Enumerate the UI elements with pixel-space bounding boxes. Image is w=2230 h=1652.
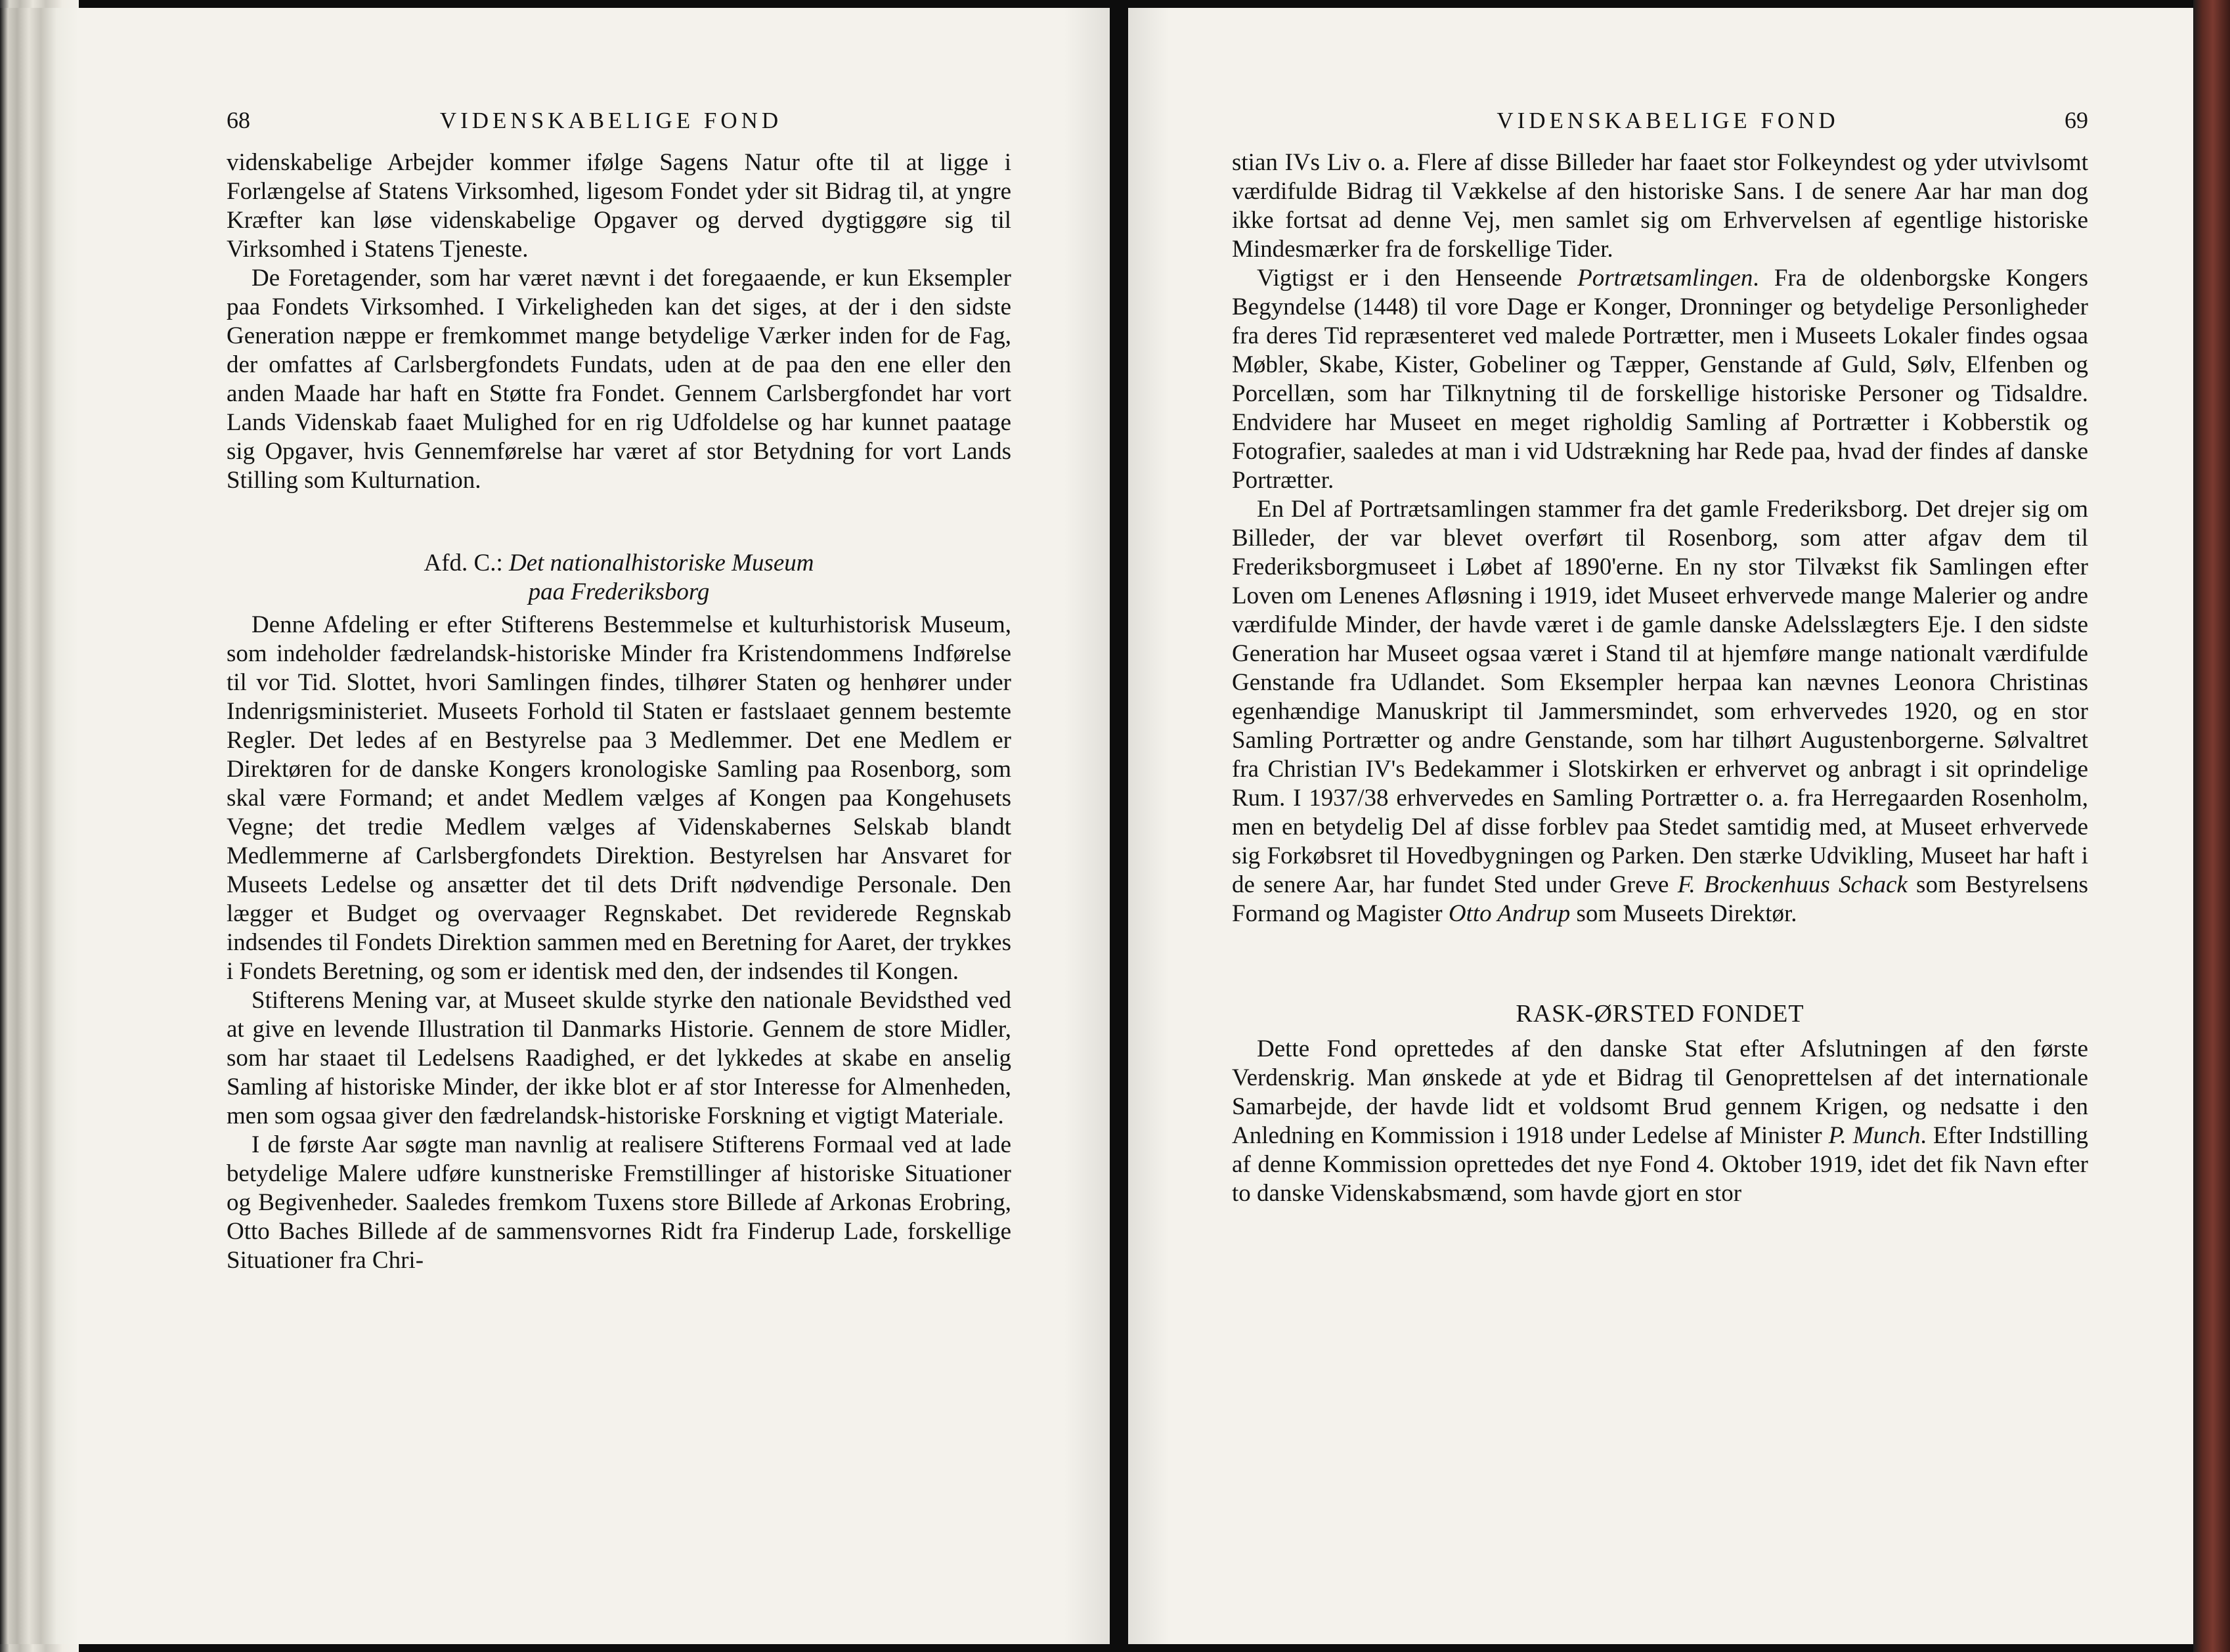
paragraph: stian IVs Liv o. a. Flere af disse Billeder har faaet stor Folkeyndest og yder utvivlsomt værdifulde Bidrag til Vækkelse af den historiske Sans. I de senere Aar har man dog ikke fortsat ad denne Vej, men samlet sig om Erhvervelsen af egentlige historiske Mindesmærker fra de forskellige Tider. xyxy=(1232,149,2088,263)
right-page-number: 69 xyxy=(2065,107,2088,133)
text-run: som Museets Direktør. xyxy=(1570,900,1797,927)
right-edge-strip xyxy=(2193,0,2230,1652)
left-running-title: VIDENSKABELIGE FOND xyxy=(439,108,783,133)
italic-name: F. Brockenhuus Schack xyxy=(1677,871,1908,898)
text-run: . Fra de oldenborgske Kongers Begyndelse (1448) til vore Dage er Konger, Dronninger og betydelige Personligheder fra deres Tid repræsenteret ved malede Portrætter, men i Museets Lokaler findes ogsaa Møbler, Skabe, Kister, Gobeliner og Tæpper, Genstande af Guld, Sølv, Elfenben og Porcellæn, som har Tilknytning til de forskellige historiske Personer og Tidsaldre. Endvidere har Museet en meget righoldig Samling af Portrætter i Kobberstik og Fotografier, saaledes at man i vid Udstrækning har Rede paa, hvad der findes af danske Portrætter. xyxy=(1232,265,2088,494)
italic-name: P. Munch xyxy=(1828,1122,1921,1149)
paragraph xyxy=(1232,264,2088,495)
right-page-body xyxy=(1232,148,2088,1208)
section-heading xyxy=(227,549,1011,607)
section-title-line1: Det nationalhistoriske Museum xyxy=(508,550,814,576)
text-run: Vigtigst er i den Henseende xyxy=(1257,265,1578,292)
paragraph: Stifterens Mening var, at Museet skulde styrke den nationale Bevidsthed ved at give en levende Illustration til Danmarks Historie. Gennem de store Midler, som har staaet til Ledelsens Raadighed, er det lykkedes at skabe en anselig Samling af historiske Minder, der ikke blot er af stor Interesse for Almenheden, men som ogsaa giver den fædrelandsk-historiske Forskning et vigtigt Materiale. xyxy=(227,987,1011,1129)
text-run: som Bestyrelsens Formand og Magister xyxy=(1232,871,2088,927)
left-page-number: 68 xyxy=(227,107,250,133)
left-running-head xyxy=(227,106,1011,134)
paragraph: Denne Afdeling er efter Stifterens Bestemmelse et kulturhistorisk Museum, som indeholder fædrelandsk-historiske Minder fra Kristendommens Indførelse til vor Tid. Slottet, hvori Samlingen findes, tilhører Staten og henhører under Indenrigsministeriet. Museets Forhold til Staten er fastslaaet gennem bestemte Regler. Det ledes af en Bestyrelse paa 3 Medlemmer. Det ene Medlem er Direktøren for de danske Kongers kronologiske Samling paa Rosenborg, som skal være Formand; et andet Medlem vælges af Kongen paa Kongehusets Vegne; det tredie Medlem vælges af Videnskabernes Selskab blandt Medlemmerne af Carlsbergfondets Direktion. Bestyrelsen har Ansvaret for Museets Ledelse og ansætter det til dets Drift nødvendige Personale. Den lægger et Budget og overvaager Regnskabet. Det reviderede Regnskab indsendes til Fondets Direktion sammen med en Beretning for Aaret, der trykkes i Fondets Beretning, og som er identisk med den, der indsendes til Kongen. xyxy=(227,611,1011,985)
text-run: Dette Fond oprettedes af den danske Stat efter Afslutningen af den første Verdenskrig. Man ønskede at yde et Bidrag til Genoprettelsen af det internationale Samarbejde, der havde lidt et voldsomt Brud gennem Krigen, og nedsatte i den Anledning en Kommission i 1918 under Ledelse af Minister xyxy=(1232,1035,2088,1149)
italic-name: Otto Andrup xyxy=(1448,900,1571,927)
left-page xyxy=(0,8,1110,1644)
paragraph: I de første Aar søgte man navnlig at realisere Stifterens Formaal ved at lade betydelige Malere udføre kunstneriske Fremstillinger af historiske Situationer og Begivenheder. Saaledes fremkom Tuxens store Billede af Arkonas Erobring, Otto Baches Billede af de sammensvornes Ridt fra Finderup Lade, forskellige Situationer fra Chri- xyxy=(227,1131,1011,1274)
paragraph: De Foretagender, som har været nævnt i det foregaaende, er kun Eksempler paa Fondets Virksomhed. I Virkeligheden kan det siges, at der i den sidste Generation næppe er fremkommet mange betydelige Værker inden for de Fag, der omfattes af Carlsbergfondets Fundats, uden at de paa den ene eller den anden Maade har haft en Støtte fra Fondet. Gennem Carlsbergfondet har vort Lands Videnskab faaet Mulighed for en rig Udfoldelse og har kunnet paatage sig Opgaver, hvis Gennemførelse har været af stor Betydning for vort Lands Stilling som Kulturnation. xyxy=(227,265,1011,494)
paragraph xyxy=(1232,1035,2088,1208)
paragraph xyxy=(1232,495,2088,928)
section-prefix: Afd. C.: xyxy=(424,550,509,576)
page-block-edge xyxy=(0,8,79,1644)
text-run: En Del af Portrætsamlingen stammer fra det gamle Frederiksborg. Det drejer sig om Billeder, der var blevet overført til Rosenborg, som atter afgav dem til Frederiksborgmuseet i Løbet af 1890'erne. En ny stor Tilvækst fik Samlingen efter Loven om Lenenes Afløsning i 1919, idet Museet erhvervede mange Malerier og andre værdifulde Minder, der havde været i de gamle danske Adelsslægters Eje. I den sidste Generation har Museet ogsaa været i Stand til at hjemføre mange nationalt værdifulde Genstande fra Udlandet. Som Eksempler herpaa kan nævnes Leonora Christinas egenhændige Manuskript til Jammersmindet, som erhvervedes 1920, og en stor Samling Portrætter og andre Genstande, som har tilhørt Augustenborgerne. Sølvaltret fra Christian IV's Bedekammer i Slotskirken er erhvervet og anbragt i sit oprindelige Rum. I 1937/38 erhvervedes en Samling Portrætter o. a. fra Herregaarden Rosenholm, men en betydelig Del af disse forblev paa Stedet samtidig med, at Museet erhvervede sig Forkøbsret til Hovedbygningen og Parken. Den stærke Udvikling, Museet har haft i de senere Aar, har fundet Sted under Greve xyxy=(1232,496,2088,898)
right-page xyxy=(1128,8,2193,1644)
right-running-head xyxy=(1232,106,2088,134)
fund-heading: RASK-ØRSTED FONDET xyxy=(1516,1000,1804,1028)
italic-term: Portrætsamlingen xyxy=(1577,265,1753,292)
right-running-title: VIDENSKABELIGE FOND xyxy=(1497,108,1839,133)
paragraph: videnskabelige Arbejder kommer ifølge Sagens Natur ofte til at ligge i Forlængelse af Statens Virksomhed, ligesom Fondet yder sit Bidrag til, at yngre Kræfter kan løse videnskabelige Opgaver og derved dygtiggøre sig til Virksomhed i Statens Tjeneste. xyxy=(227,149,1011,263)
section-title-line2: paa Frederiksborg xyxy=(528,578,710,605)
left-page-body xyxy=(227,148,1011,1275)
text-run: . Efter Indstilling af denne Kommission oprettedes det nye Fond 4. Oktober 1919, idet det fik Navn efter to danske Videnskabsmænd, som havde gjort en stor xyxy=(1232,1122,2088,1207)
